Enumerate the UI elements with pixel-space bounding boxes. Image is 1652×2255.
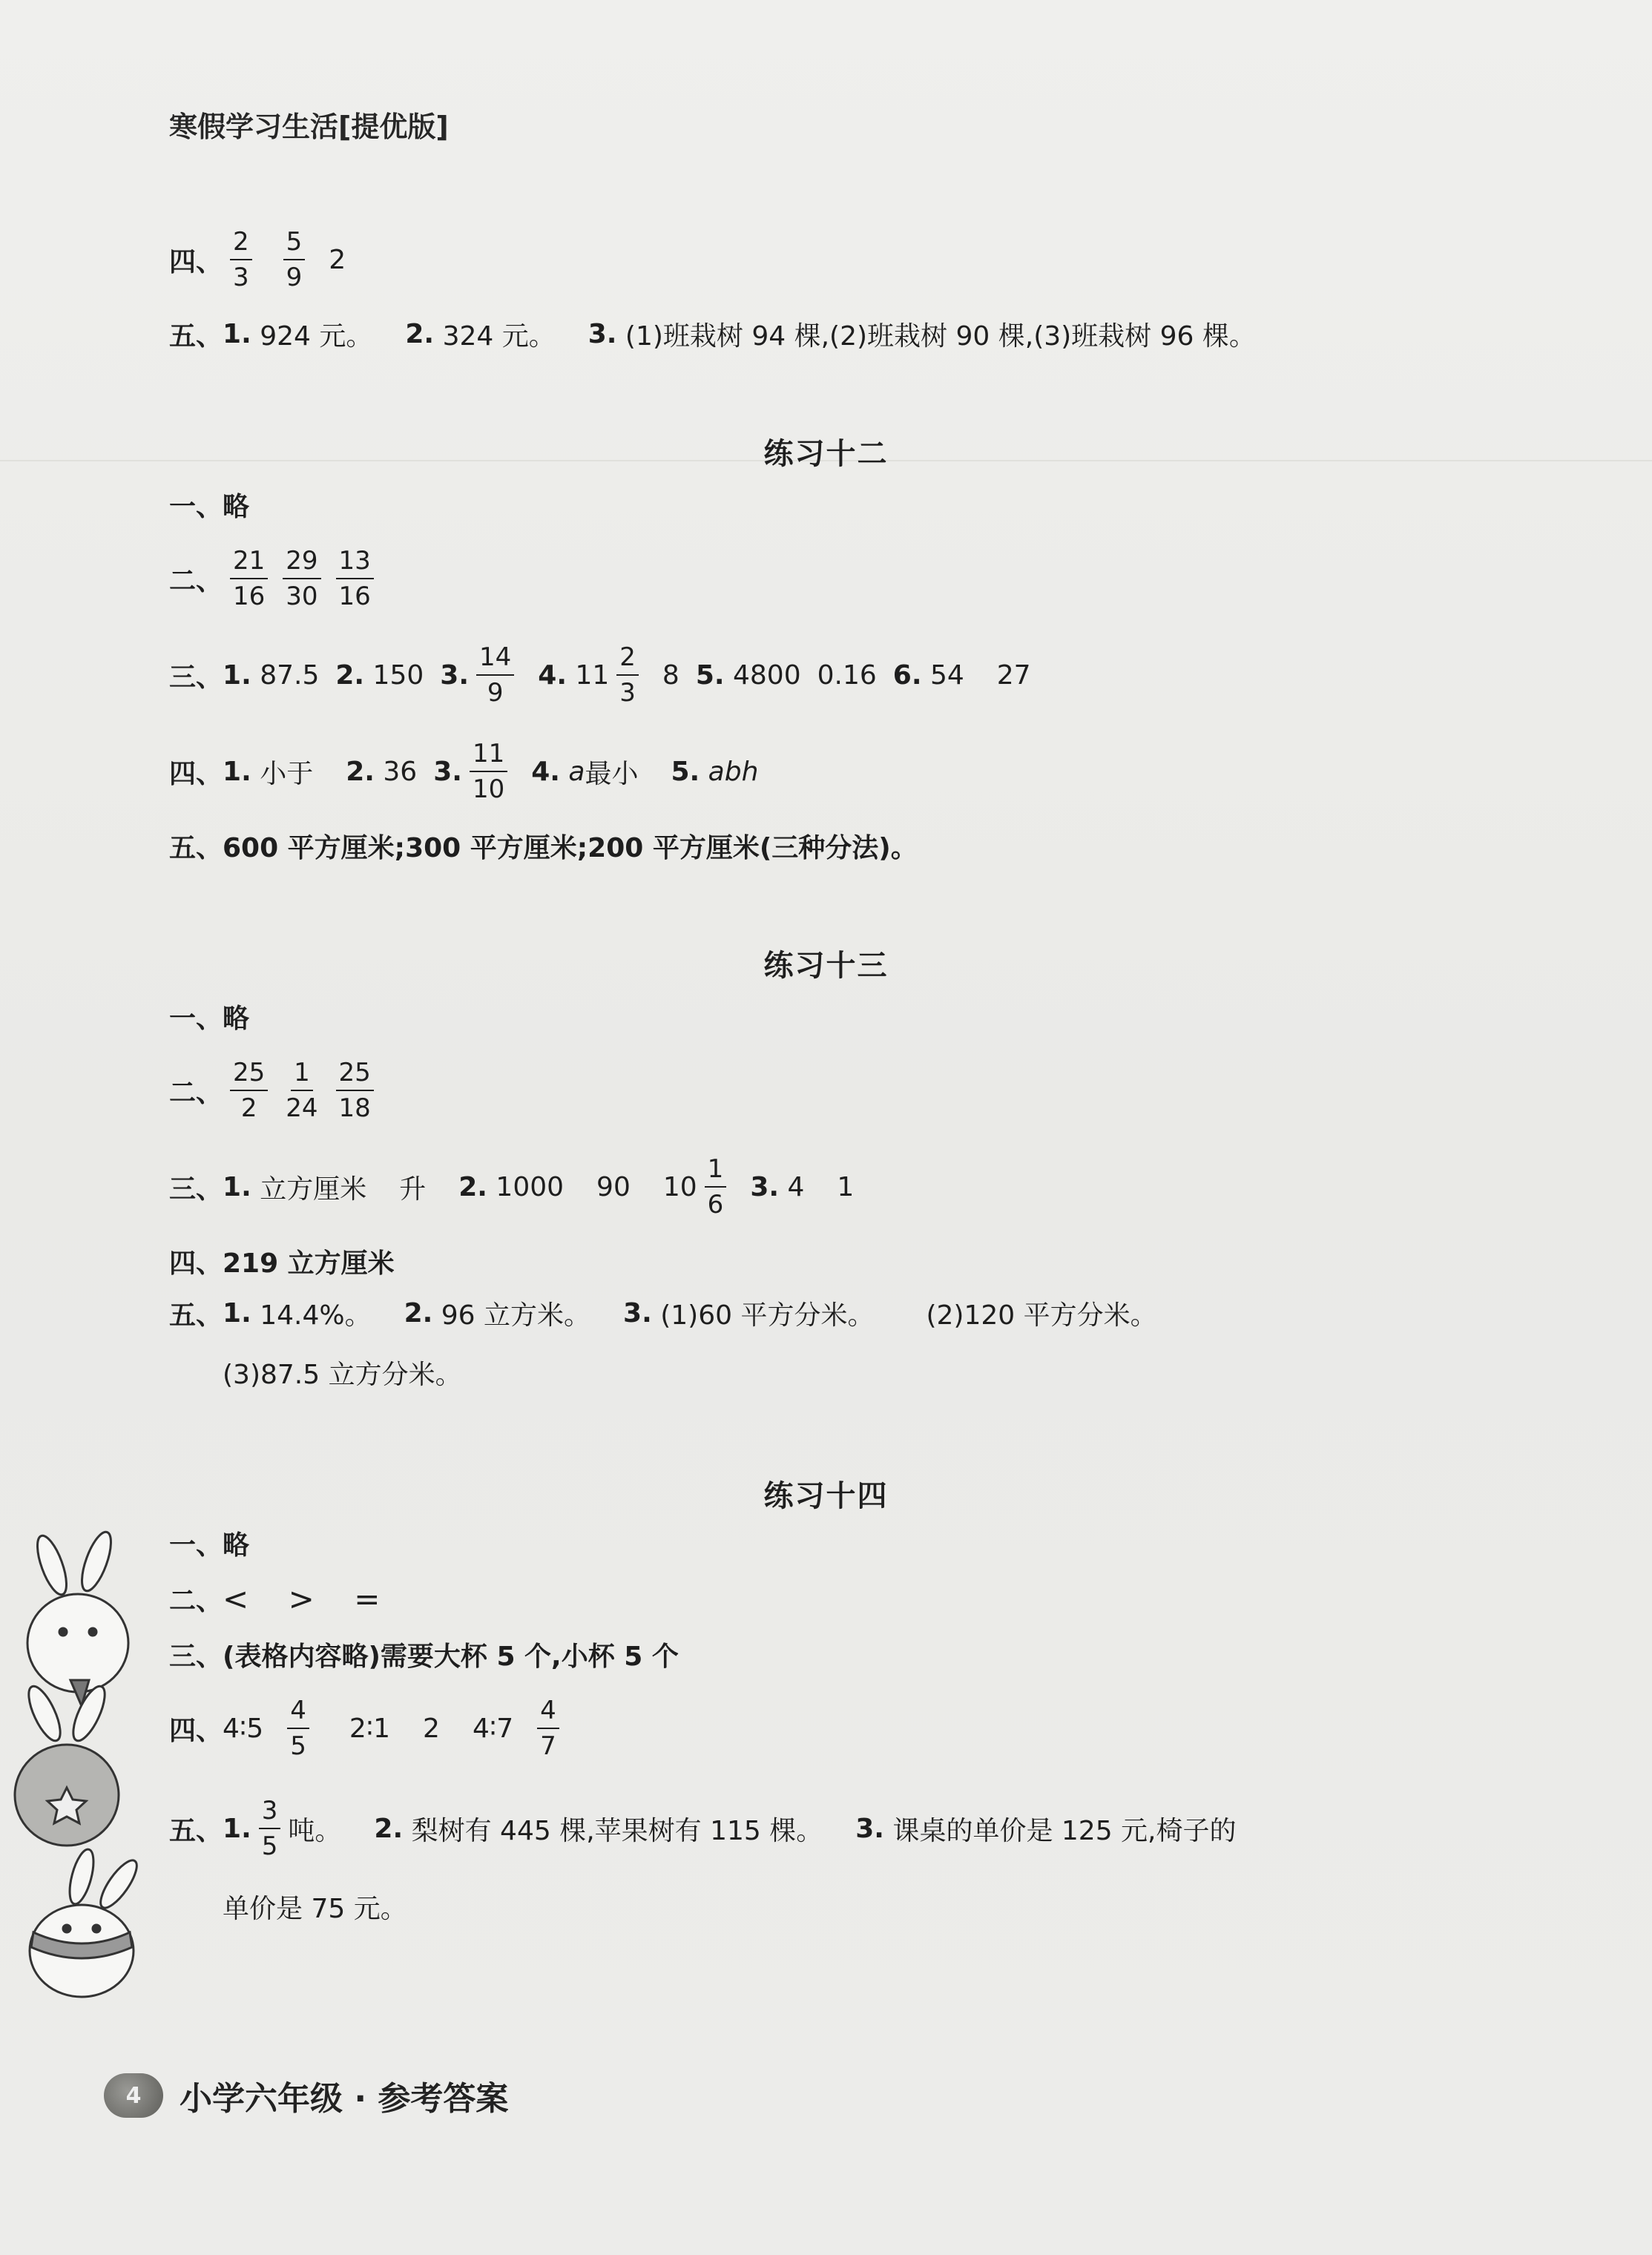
bunny-ear <box>65 1847 99 1906</box>
fraction: $\frac{13}{16}$ <box>336 548 374 609</box>
answer-line-3: 三、 1. 87.5 2. 150 3. $\frac{14}{9}$ 4. 11 $\frac{2}{3}$ 8 5. 4800 0.16 6. 54 27 <box>169 642 1031 708</box>
fraction: $\frac{29}{30}$ <box>283 548 320 609</box>
answer-line-3: 三、 1. 立方厘米 升 2. 1000 90 10 $\frac{1}{6}$ 3. 4 1 <box>169 1154 855 1219</box>
bunny-eye <box>59 1628 67 1636</box>
answer-line-1: 一、略 <box>169 1003 250 1034</box>
bunny-eye <box>89 1628 96 1636</box>
answer-line-2: 二、 $\frac{25}{2}$ $\frac{1}{24}$ $\frac{25}{18}$ <box>169 1053 381 1128</box>
fraction: $\frac{11}{10}$ <box>470 741 507 802</box>
answer-line-2: 二、 < > = <box>169 1580 381 1617</box>
answer-line-2: 二、 $\frac{21}{16}$ $\frac{29}{30}$ $\frac{13}{16}$ <box>169 541 381 616</box>
fraction: $\frac{2}{3}$ <box>230 229 252 290</box>
fraction: $\frac{14}{9}$ <box>476 645 514 705</box>
fraction: $\frac{21}{16}$ <box>230 548 268 609</box>
section-title: 练习十三 <box>763 949 889 983</box>
fraction: $\frac{5}{9}$ <box>283 229 306 290</box>
answer-line-4: 四、219 立方厘米 <box>169 1248 395 1279</box>
answer-line-5: 五、 1. 924 元。 2. 324 元。 3. (1)班栽树 94 棵,(2)班栽树 90 棵,(3)班栽树 96 棵。 <box>169 318 1256 352</box>
answer-line-5: 五、600 平方厘米;300 平方厘米;200 平方厘米(三种分法)。 <box>169 832 918 863</box>
bunny-ear <box>31 1533 72 1599</box>
fraction: $\frac{4}{7}$ <box>537 1698 559 1759</box>
answer-line-4: 四、 1. 小于 2. 36 3. $\frac{11}{10}$ 4. a 最小 5. abh <box>169 739 759 804</box>
answer-line-4 <box>169 223 346 297</box>
fraction: $\frac{1}{24}$ <box>286 1058 318 1123</box>
bunny-eye <box>63 1925 70 1932</box>
section-title: 练习十四 <box>763 1479 889 1513</box>
bunny-body <box>27 1594 128 1692</box>
bunny-illustration <box>0 1528 163 2003</box>
footer-title: 小学六年级 · 参考答案 <box>180 2080 509 2118</box>
book-header: 寒假学习生活[提优版] <box>169 111 449 143</box>
bunny-ear <box>95 1855 143 1912</box>
page-footer <box>104 2070 508 2121</box>
bunny-eye <box>93 1925 100 1932</box>
answer-line-4: 四、 4∶5 $\frac{4}{5}$ 2∶1 2 4∶7 $\frac{4}{7}$ <box>169 1691 567 1765</box>
fraction: $\frac{25}{2}$ <box>230 1060 268 1121</box>
answer-line-5-continued: 单价是 75 元。 <box>223 1893 407 1924</box>
mixed-number: 10 $\frac{1}{6}$ <box>663 1156 734 1217</box>
section-title: 练习十二 <box>763 437 889 471</box>
answer-line-5: 五、 1. 14.4%。 2. 96 立方米。 3. (1)60 平方分米。 (2)120 平方分米。 <box>169 1297 1157 1331</box>
answer-line-1: 一、略 <box>169 1530 250 1561</box>
bunny-ear <box>76 1529 116 1595</box>
answer-line-5-continued: (3)87.5 立方分米。 <box>223 1359 462 1390</box>
label: 四、 <box>169 246 223 277</box>
value: 2 <box>329 244 346 275</box>
fraction: $\frac{25}{18}$ <box>336 1060 374 1121</box>
answer-line-5: 五、 1. $\frac{3}{5}$ 吨。 2. 梨树有 445 棵,苹果树有 115 棵。 3. 课桌的单价是 125 元,椅子的 <box>169 1796 1237 1861</box>
bunny-ear <box>22 1682 66 1745</box>
fraction: $\frac{4}{5}$ <box>287 1698 309 1759</box>
fraction: $\frac{3}{5}$ <box>259 1798 281 1859</box>
mixed-number: 11 $\frac{2}{3}$ <box>575 645 645 705</box>
page-number: 4 <box>104 2073 163 2118</box>
answer-line-1: 一、略 <box>169 491 250 522</box>
answer-line-3: 三、(表格内容略)需要大杯 5 个,小杯 5 个 <box>169 1641 679 1672</box>
